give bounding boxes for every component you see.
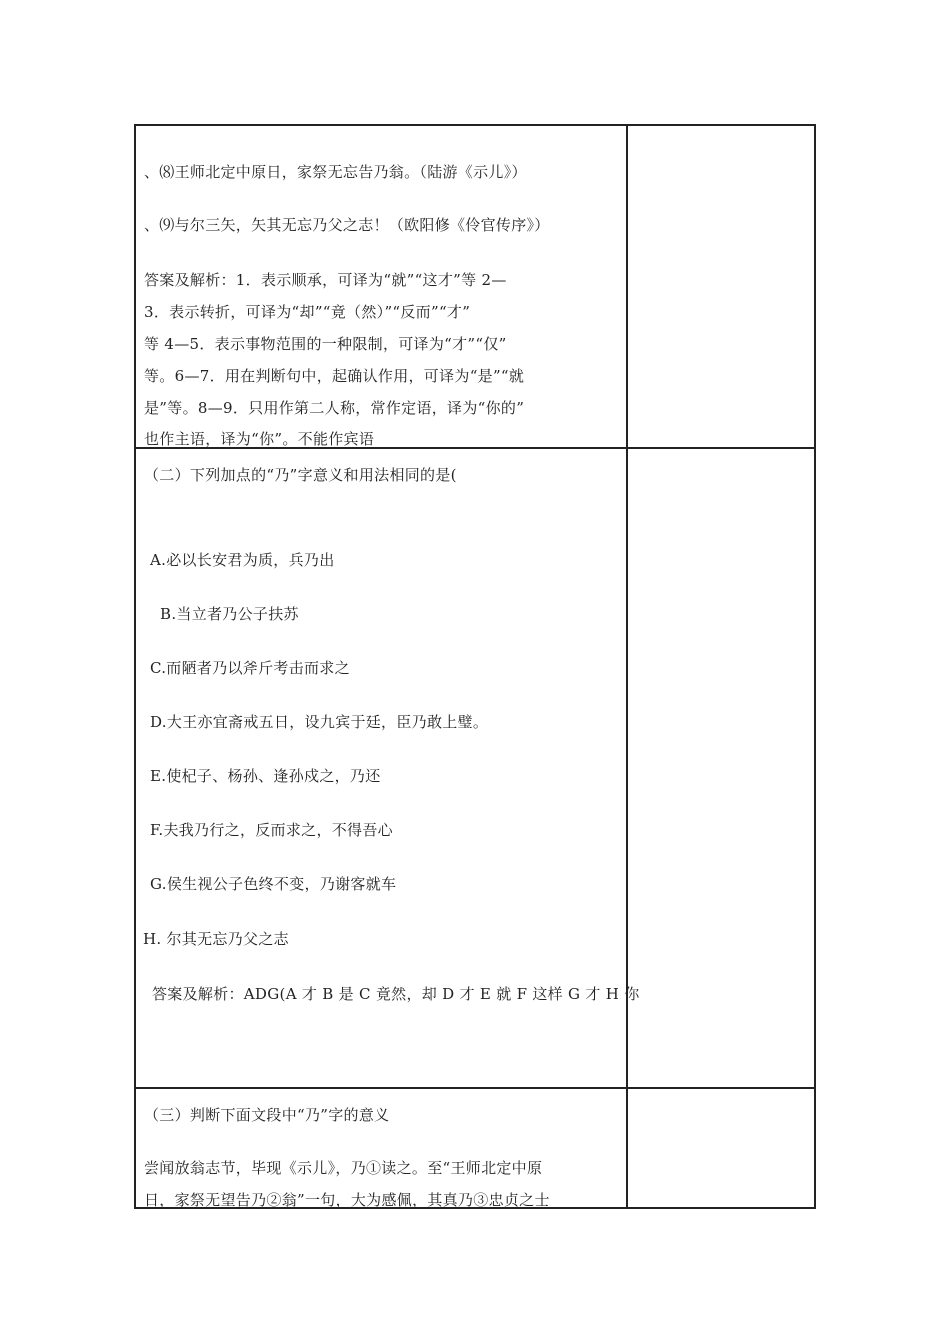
- option-h: H. 尔其无忘乃父之志: [143, 930, 289, 948]
- example-line-8: 、⑻王师北定中原日，家祭无忘告乃翁。（陆游《示儿》）: [144, 163, 527, 181]
- answer-2: 答案及解析：ADG(A 才 B 是 C 竟然，却 D 才 E 就 F 这样 G 才 H 你: [152, 985, 640, 1003]
- row-divider-2: [134, 1087, 816, 1089]
- passage-line-2: 日，家祭无望告乃②翁”一句，大为感佩，其真乃③忠贞之士: [144, 1191, 550, 1209]
- option-e: E.使杞子、杨孙、逢孙戍之，乃还: [150, 767, 381, 785]
- answer-line-3: 等 4—5．表示事物范围的一种限制，可译为“才”“仅”: [144, 335, 507, 353]
- question-2: （二）下列加点的“乃”字意义和用法相同的是(: [144, 466, 457, 484]
- answer-line-4: 等。6—7．用在判断句中，起确认作用，可译为“是”“就: [144, 367, 525, 385]
- column-divider: [626, 124, 628, 1209]
- answer-line-5: 是”等。8—9．只用作第二人称，常作定语，译为“你的”: [144, 399, 525, 417]
- answer-line-2: 3．表示转折，可译为“却”“竟（然）”“反而”“才”: [144, 303, 471, 321]
- option-b: B.当立者乃公子扶苏: [160, 605, 299, 623]
- passage-line-1: 尝闻放翁志节，毕现《示儿》，乃①读之。至“王师北定中原: [144, 1159, 543, 1177]
- option-g: G.侯生视公子色终不变，乃谢客就车: [150, 875, 397, 893]
- option-d: D.大王亦宜斋戒五日，设九宾于廷，臣乃敢上璧。: [150, 713, 489, 731]
- option-a: A.必以长安君为质，兵乃出: [150, 551, 335, 569]
- answer-line-1: 答案及解析：1．表示顺承，可译为“就”“这才”等 2—: [144, 271, 507, 289]
- question-3: （三）判断下面文段中“乃”字的意义: [144, 1106, 390, 1124]
- option-c: C.而陋者乃以斧斤考击而求之: [150, 659, 350, 677]
- answer-line-6: 也作主语，译为“你”。不能作宾语: [144, 430, 375, 448]
- example-line-9: 、⑼与尔三矢，矢其无忘乃父之志！（欧阳修《伶官传序》）: [144, 216, 550, 234]
- option-f: F.夫我乃行之，反而求之，不得吾心: [150, 821, 393, 839]
